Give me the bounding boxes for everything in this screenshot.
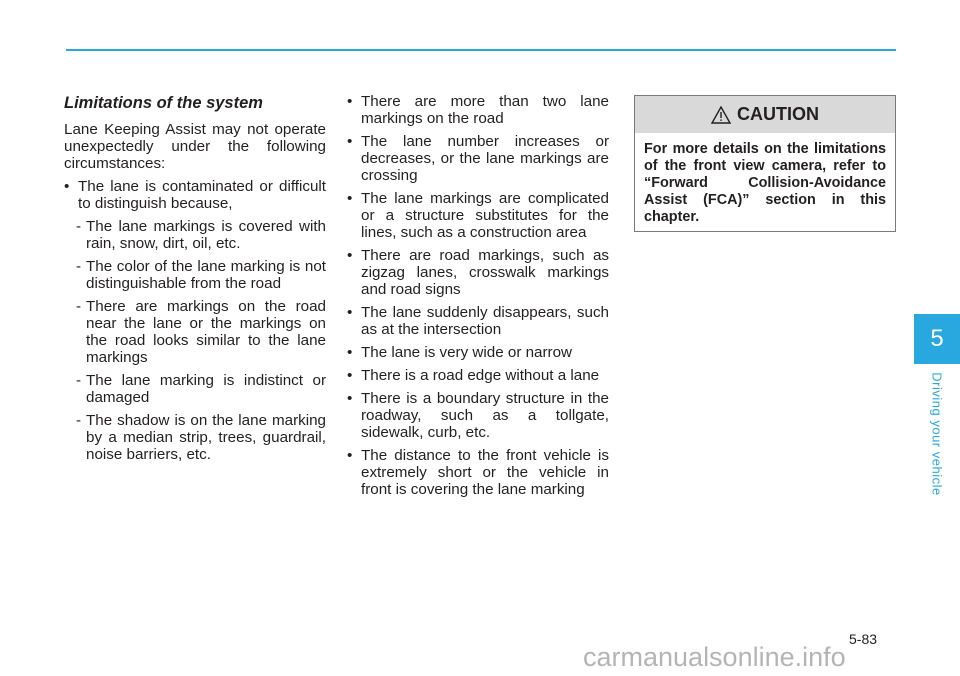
intro-paragraph: Lane Keeping Assist may not operate unexpectedly under the following circumstances: <box>64 121 326 172</box>
bullet-text: There is a road edge without a lane <box>361 367 600 384</box>
list-item <box>347 344 609 361</box>
bullet-icon: • <box>347 304 353 321</box>
column-left <box>64 93 326 463</box>
sub-item-text: The lane markings is covered with rain, snow, dirt, oil, etc. <box>86 218 326 252</box>
list-item <box>347 390 609 441</box>
chapter-number: 5 <box>930 325 944 352</box>
bullet-text: There is a boundary structure in the roadway, such as a tollgate, sidewalk, curb, etc. <box>361 390 609 441</box>
bullet-icon: • <box>347 390 353 407</box>
watermark: carmanualsonline.info <box>583 642 846 672</box>
sub-list-item <box>64 258 326 292</box>
bullet-text: The lane number increases or decreases, or the lane markings are crossing <box>361 133 609 184</box>
page-number: 5-83 <box>849 631 878 647</box>
sub-item-text: The color of the lane marking is not distinguishable from the road <box>86 258 326 292</box>
sub-item-text: The shadow is on the lane marking by a median strip, trees, guardrail, noise barriers, etc. <box>86 412 326 463</box>
bullet-icon: • <box>64 178 70 195</box>
caution-header <box>635 96 895 133</box>
dash-icon: - <box>76 258 82 275</box>
bullet-icon: • <box>347 344 353 361</box>
bullet-text: The lane markings are complicated or a structure substitutes for the lines, such as a construction area <box>361 190 609 241</box>
bullet-text: The lane suddenly disappears, such as at the intersection <box>361 304 609 338</box>
chapter-title: Driving your vehicle <box>929 372 945 496</box>
list-item <box>347 93 609 127</box>
sub-list-item <box>64 412 326 463</box>
sub-list-item <box>64 298 326 366</box>
list-item <box>347 447 609 498</box>
caution-box <box>634 95 896 232</box>
list-item <box>347 190 609 241</box>
bullet-icon: • <box>347 133 353 150</box>
bullet-icon: • <box>347 447 353 464</box>
caution-text: For more details on the limitations of the front view camera, refer to “Forward Collision-Avoidance Assist (FCA)” section in this chapter. <box>644 141 886 225</box>
list-item <box>347 133 609 184</box>
bullet-text: The lane is very wide or narrow <box>361 344 573 361</box>
list-item <box>64 178 326 212</box>
bullet-text: The lane is contaminated or difficult to distinguish because, <box>78 178 326 212</box>
dash-icon: - <box>76 372 82 389</box>
sub-list-item <box>64 372 326 406</box>
bullet-icon: • <box>347 93 353 110</box>
chapter-tab <box>914 314 960 364</box>
bullet-text: There are more than two lane markings on the road <box>361 93 609 127</box>
sub-item-text: There are markings on the road near the lane or the markings on the road looks similar to the lane markings <box>86 298 326 366</box>
sub-list-item <box>64 218 326 252</box>
top-rule <box>66 49 896 51</box>
dash-icon: - <box>76 218 82 235</box>
sub-item-text: The lane marking is indistinct or damaged <box>86 372 326 406</box>
list-item <box>347 304 609 338</box>
chapter-side-label <box>914 364 960 504</box>
column-middle <box>347 93 609 498</box>
bullet-text: The distance to the front vehicle is extremely short or the vehicle in front is covering the lane marking <box>361 447 609 498</box>
dash-icon: - <box>76 298 82 315</box>
dash-icon: - <box>76 412 82 429</box>
section-heading: Limitations of the system <box>64 94 263 112</box>
caution-title: CAUTION <box>737 104 819 124</box>
bullet-icon: • <box>347 367 353 384</box>
list-item <box>347 247 609 298</box>
list-item <box>347 367 609 384</box>
warning-triangle-icon <box>711 106 731 124</box>
bullet-icon: • <box>347 190 353 207</box>
bullet-text: There are road markings, such as zigzag lanes, crosswalk markings and road signs <box>361 247 609 298</box>
bullet-icon: • <box>347 247 353 264</box>
